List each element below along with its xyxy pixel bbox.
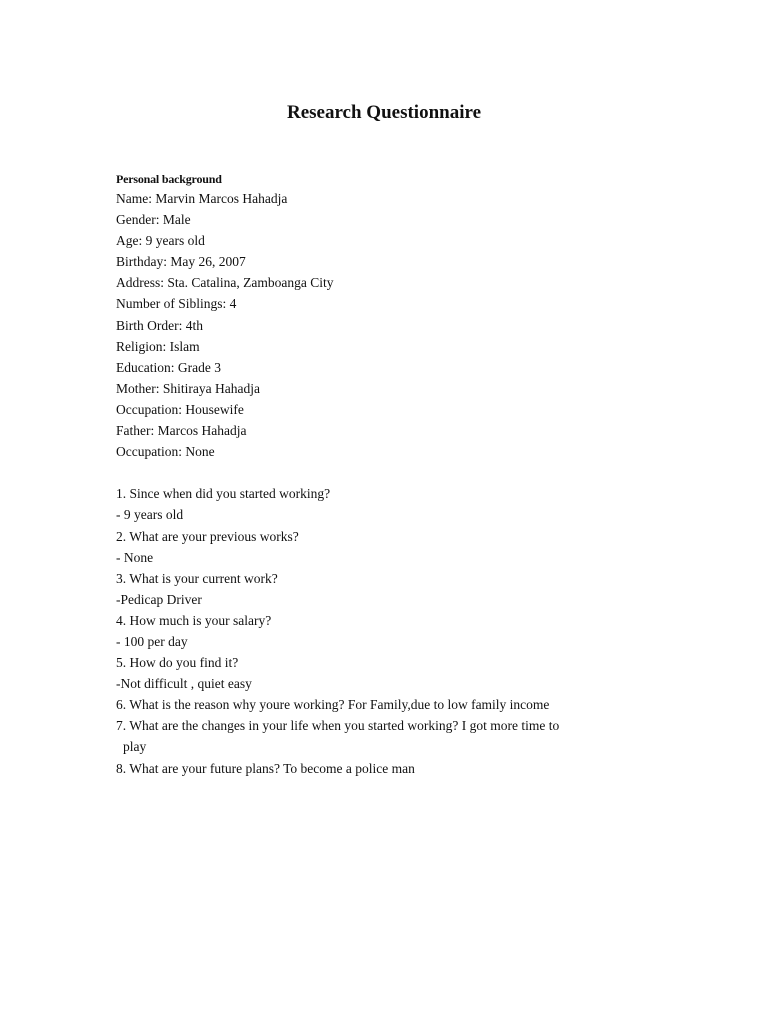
personal-mother-occupation: Occupation: Housewife xyxy=(116,401,244,417)
answer-4: - 100 per day xyxy=(116,633,188,649)
document-title: Research Questionnaire xyxy=(286,102,482,123)
personal-age: Age: 9 years old xyxy=(116,233,205,249)
personal-address: Address: Sta. Catalina, Zamboanga City xyxy=(116,275,334,291)
section-heading-personal-background: Personal background xyxy=(116,172,222,186)
question-8: 8. What are your future plans? To become a police man xyxy=(116,760,415,776)
answer-3: -Pedicap Driver xyxy=(116,591,202,607)
document-body xyxy=(116,188,596,779)
blank-line xyxy=(116,462,596,483)
question-2: 2. What are your previous works? xyxy=(116,528,299,544)
question-6: 6. What is the reason why youre working? For Family,due to low family income xyxy=(116,697,550,713)
answer-2: - None xyxy=(116,549,154,565)
personal-name: Name: Marvin Marcos Hahadja xyxy=(116,191,288,206)
personal-mother: Mother: Shitiraya Hahadja xyxy=(116,380,260,396)
personal-father-occupation: Occupation: None xyxy=(116,444,215,460)
personal-birthday: Birthday: May 26, 2007 xyxy=(116,254,246,270)
question-7: 7. What are the changes in your life when you started working? I got more time to xyxy=(116,718,560,734)
question-1: 1. Since when did you started working? xyxy=(116,486,331,502)
personal-father: Father: Marcos Hahadja xyxy=(116,423,247,439)
question-5: 5. How do you find it? xyxy=(116,655,239,671)
personal-education: Education: Grade 3 xyxy=(116,359,221,375)
personal-siblings: Number of Siblings: 4 xyxy=(116,296,237,312)
personal-religion: Religion: Islam xyxy=(116,338,200,354)
answer-5: -Not difficult , quiet easy xyxy=(116,676,252,692)
personal-birth-order: Birth Order: 4th xyxy=(116,317,203,333)
personal-gender: Gender: Male xyxy=(116,212,191,228)
question-3: 3. What is your current work? xyxy=(116,570,278,586)
question-4: 4. How much is your salary? xyxy=(116,612,272,628)
question-7-continuation: play xyxy=(123,739,147,755)
answer-1: - 9 years old xyxy=(116,507,184,523)
